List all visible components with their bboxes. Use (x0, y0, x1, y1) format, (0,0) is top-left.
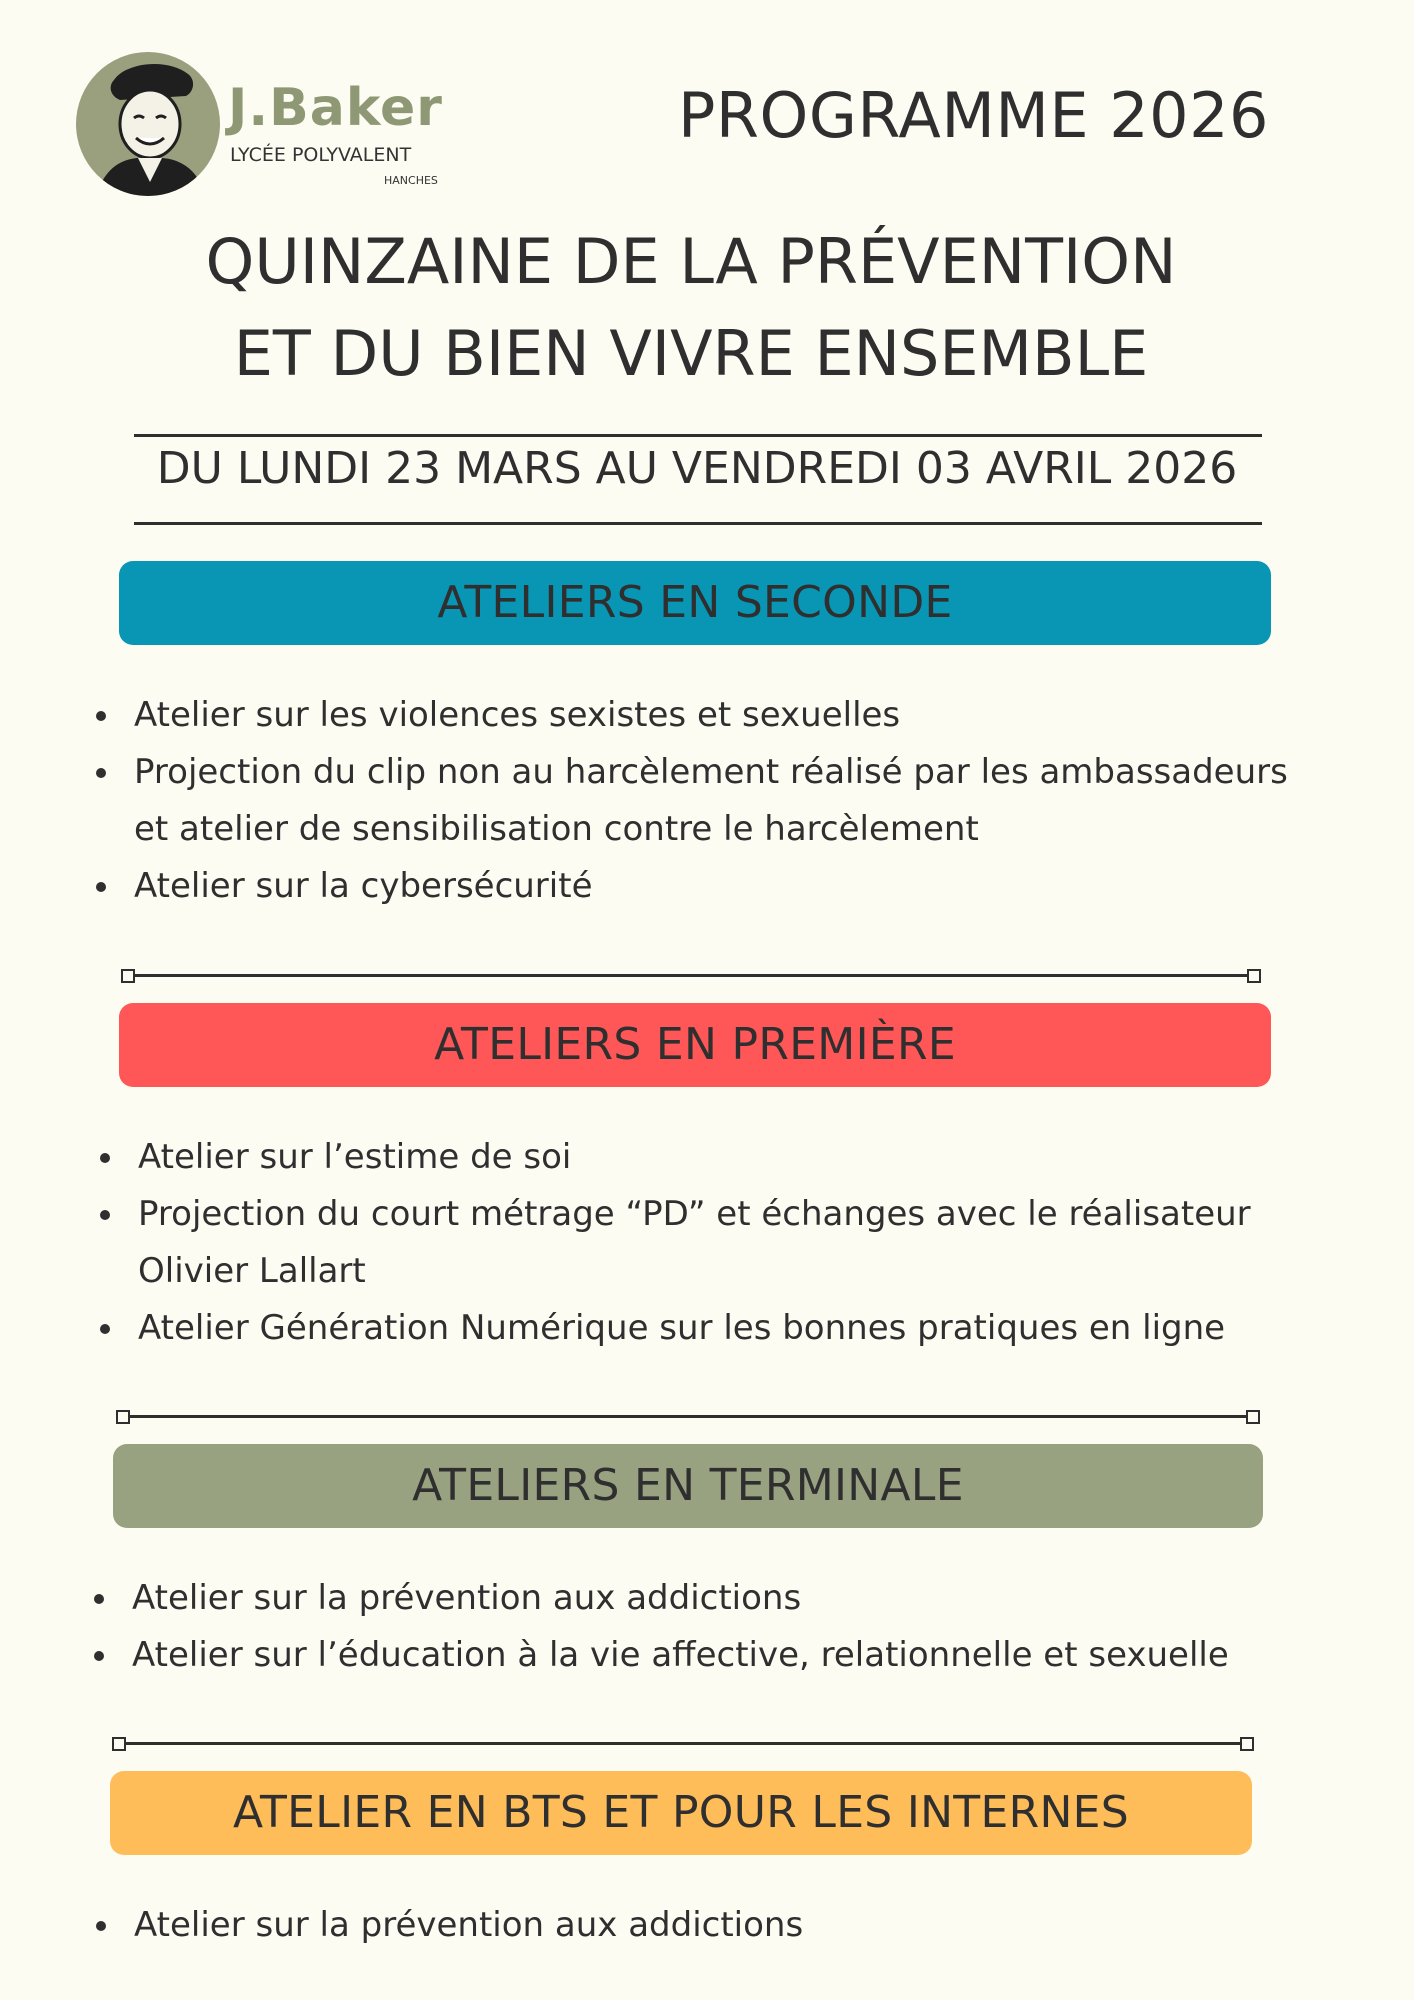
page-title (0, 216, 1398, 400)
list-item: Projection du court métrage “PD” et échanges avec le réalisateur Olivier Lallart (100, 1186, 1330, 1300)
section-list-terminale (94, 1570, 1324, 1684)
school-logo (76, 52, 476, 197)
list-item: Atelier sur l’estime de soi (100, 1129, 1330, 1186)
logo-portrait-icon (76, 52, 220, 196)
event-dates: DU LUNDI 23 MARS AU VENDREDI 03 AVRIL 2026 (156, 443, 1238, 494)
list-item: Atelier sur la prévention aux addictions (96, 1897, 1326, 1954)
page-title-line-1: QUINZAINE DE LA PRÉVENTION (205, 225, 1177, 298)
section-divider (116, 1410, 1260, 1424)
date-top-rule (134, 434, 1262, 437)
list-item: Atelier Génération Numérique sur les bonnes pratiques en ligne (100, 1300, 1330, 1357)
section-divider (121, 969, 1261, 983)
section-list-premiere (100, 1129, 1330, 1357)
section-list-seconde (96, 687, 1326, 915)
date-bottom-rule (134, 522, 1262, 525)
section-header-terminale: ATELIERS EN TERMINALE (113, 1444, 1263, 1528)
page-title-line-2: ET DU BIEN VIVRE ENSEMBLE (233, 317, 1149, 390)
list-item: Atelier sur l’éducation à la vie affective, relationnelle et sexuelle (94, 1627, 1324, 1684)
section-list-bts (96, 1897, 1326, 1954)
logo-school: LYCÉE POLYVALENT (230, 144, 412, 166)
list-item: Projection du clip non au harcèlement réalisé par les ambassadeurs et atelier de sensibilisation contre le harcèlement (96, 744, 1326, 858)
section-divider (112, 1737, 1254, 1751)
list-item: Atelier sur la cybersécurité (96, 858, 1326, 915)
logo-town: HANCHES (384, 174, 438, 187)
section-header-seconde: ATELIERS EN SECONDE (119, 561, 1271, 645)
program-year: PROGRAMME 2026 (678, 79, 1269, 152)
logo-name: J.Baker (228, 78, 443, 138)
list-item: Atelier sur la prévention aux addictions (94, 1570, 1324, 1627)
list-item: Atelier sur les violences sexistes et sexuelles (96, 687, 1326, 744)
section-header-premiere: ATELIERS EN PREMIÈRE (119, 1003, 1271, 1087)
section-header-bts: ATELIER EN BTS ET POUR LES INTERNES (110, 1771, 1252, 1855)
